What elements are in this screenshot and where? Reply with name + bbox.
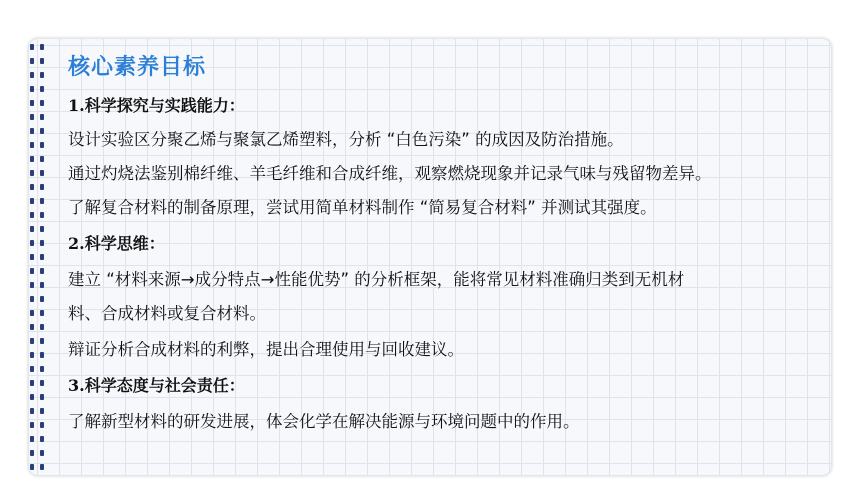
binding-dash [30, 58, 46, 64]
spiral-binding [30, 44, 46, 474]
binding-dash [30, 86, 46, 92]
binding-dash [30, 142, 46, 148]
binding-dash [30, 464, 46, 470]
binding-dash [30, 282, 46, 288]
thinking-line-3: 辩证分析合成材料的利弊，提出合理使用与回收建议。 [68, 340, 464, 359]
page-title: 核心素养目标 [68, 55, 207, 80]
section-heading-responsibility: 3.科学态度与社会责任： [68, 376, 245, 395]
binding-dash [30, 156, 46, 162]
inquiry-line-3: 了解复合材料的制备原理，尝试用简单材料制作 “简易复合材料” 并测试其强度。 [68, 198, 657, 217]
binding-dash [30, 408, 46, 414]
binding-dash [30, 296, 46, 302]
binding-dash [30, 450, 46, 456]
thinking-line-1: 建立 “材料来源→成分特点→性能优势” 的分析框架，能将常见材料准确归类到无机材 [68, 270, 685, 289]
binding-dash [30, 268, 46, 274]
binding-dash [30, 184, 46, 190]
binding-dash [30, 128, 46, 134]
binding-dash [30, 380, 46, 386]
binding-dash [30, 422, 46, 428]
binding-dash [30, 436, 46, 442]
binding-dash [30, 72, 46, 78]
binding-dash [30, 352, 46, 358]
responsibility-line-1: 了解新型材料的研发进展，体会化学在解决能源与环境问题中的作用。 [68, 412, 580, 431]
thinking-line-2: 料、合成材料或复合材料。 [68, 304, 266, 323]
binding-dash [30, 310, 46, 316]
binding-dash [30, 212, 46, 218]
section-heading-thinking: 2.科学思维： [68, 234, 165, 253]
binding-dash [30, 394, 46, 400]
binding-dash [30, 240, 46, 246]
binding-dash [30, 198, 46, 204]
binding-dash [30, 226, 46, 232]
binding-dash [30, 44, 46, 50]
inquiry-line-2: 通过灼烧法鉴别棉纤维、羊毛纤维和合成纤维，观察燃烧现象并记录气味与残留物差异。 [68, 164, 712, 183]
binding-dash [30, 338, 46, 344]
binding-dash [30, 366, 46, 372]
binding-dash [30, 114, 46, 120]
binding-dash [30, 170, 46, 176]
section-heading-inquiry: 1.科学探究与实践能力： [68, 96, 245, 115]
binding-dash [30, 324, 46, 330]
binding-dash [30, 254, 46, 260]
inquiry-line-1: 设计实验区分聚乙烯与聚氯乙烯塑料，分析 “白色污染” 的成因及防治措施。 [68, 130, 624, 149]
binding-dash [30, 100, 46, 106]
